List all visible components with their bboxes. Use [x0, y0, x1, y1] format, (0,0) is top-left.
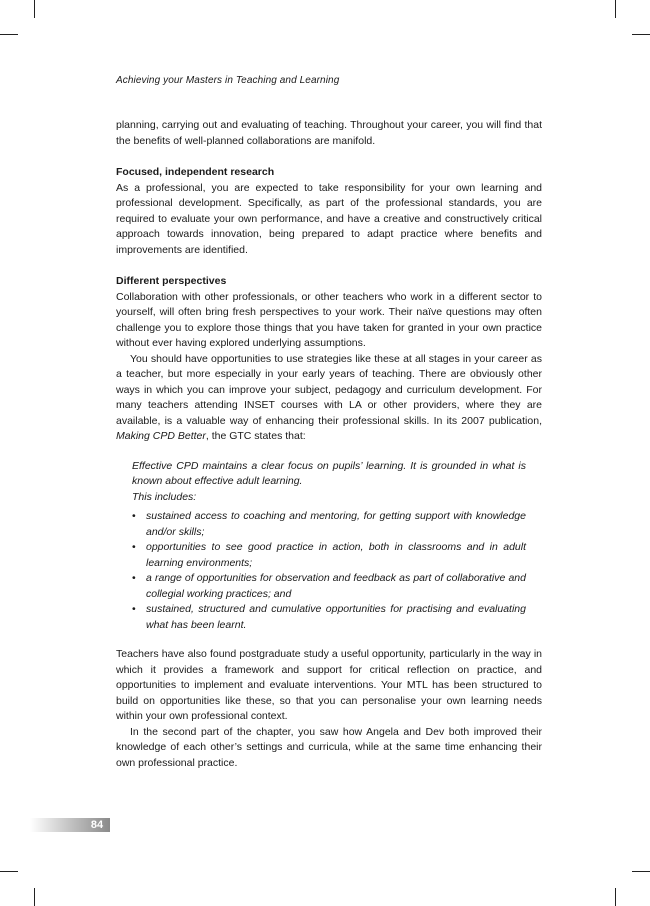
crop-mark [0, 871, 18, 872]
bullet-icon: • [132, 541, 136, 553]
list-item [132, 540, 526, 571]
bullet-icon: • [132, 572, 136, 584]
quote-list [132, 509, 526, 633]
paragraph: As a professional, you are expected to take responsibility for your own learning and professional development. Specifically, as part of the professional standards, you are required to evaluate your own performance, and have a creative and constructively critical approach towards innovation, being prepared to adapt practice where benefits and improvements are identified. [116, 181, 542, 256]
bullet-icon: • [132, 603, 136, 615]
list-item [132, 571, 526, 602]
paragraph-text: , the GTC states that: [205, 430, 306, 442]
list-item-text: sustained, structured and cumulative opportunities for practising and evaluating what has been learnt. [146, 603, 526, 631]
section-heading: Focused, independent research [116, 166, 275, 178]
paragraph: Collaboration with other professionals, or other teachers who work in a different sector to yourself, will often bring fresh perspectives to your work. Their naïve questions may often challenge you to explore those things that you have taken for granted in your own practice without ever having explored underlying assumptions. [116, 290, 542, 349]
block-quote [132, 459, 526, 634]
paragraph: In the second part of the chapter, you saw how Angela and Dev both improved their knowledge of each other’s settings and curricula, while at the same time enhancing their own professional practice. [116, 725, 542, 769]
paragraph: planning, carrying out and evaluating of teaching. Throughout your career, you will find that the benefits of well-planned collaborations are manifold. [116, 119, 542, 147]
quote-text: This includes: [132, 490, 197, 503]
crop-mark [615, 0, 616, 18]
page-body [116, 118, 542, 771]
list-item [132, 509, 526, 540]
list-item [132, 602, 526, 633]
paragraph: Teachers have also found postgraduate study a useful opportunity, particularly in the way in which it provides a framework and support for critical reflection on practice, and opportunities to implement and evaluate interventions. Your MTL has been structured to build on opportunities like these, so that you can personalise your own learning needs within your own professional context. [116, 648, 542, 722]
paragraph-text: You should have opportunities to use strategies like these at all stages in your career as a teacher, but more especially in your early years of teaching. There are obviously other ways in which you can improve your subject, pedagogy and curriculum development. For many teachers attending INSET courses with LA or other providers, where they are available, is a valuable way of enhancing their professional skills. In its 2007 publication, [116, 352, 542, 427]
publication-title: Making CPD Better [116, 430, 206, 442]
quote-text: Effective CPD maintains a clear focus on pupils’ learning. It is grounded in what is known about effective adult learning. [132, 459, 526, 487]
crop-mark [615, 888, 616, 906]
list-item-text: sustained access to coaching and mentoring, for getting support with knowledge and/or skills; [146, 510, 526, 538]
crop-mark [632, 34, 650, 35]
list-item-text: opportunities to see good practice in action, both in classrooms and in adult learning environments; [146, 541, 526, 569]
section-heading: Different perspectives [116, 275, 227, 287]
crop-mark [34, 0, 35, 18]
crop-mark [34, 888, 35, 906]
list-item-text: a range of opportunities for observation and feedback as part of collaborative and collegial working practices; and [146, 572, 526, 600]
crop-mark [0, 34, 18, 35]
paragraph [116, 352, 542, 445]
running-header: Achieving your Masters in Teaching and Learning [116, 75, 340, 86]
page-number: 84 [90, 819, 104, 831]
crop-mark [632, 871, 650, 872]
bullet-icon: • [132, 510, 136, 522]
